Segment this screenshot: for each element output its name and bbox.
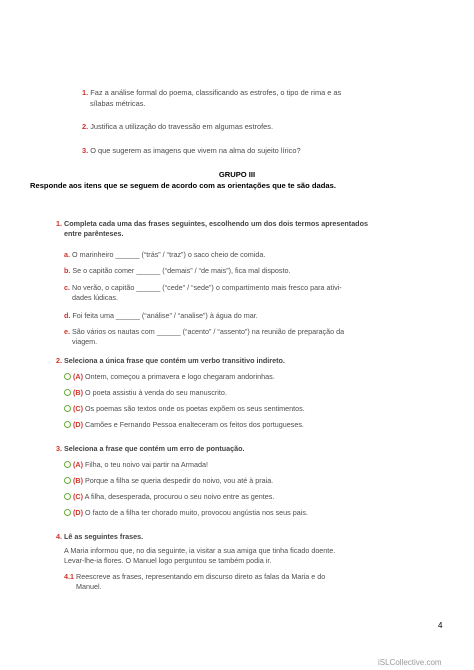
- radio-button[interactable]: [64, 373, 71, 380]
- question-1: [56, 219, 368, 239]
- group-title: GRUPO III: [218, 170, 256, 179]
- question-number: 1.: [82, 88, 89, 97]
- passage-line: Levar-lhe-ia flores. O Manuel logo perguntou se também podia ir.: [64, 556, 272, 565]
- question-number: 2.: [56, 356, 62, 365]
- item-text: O marinheiro ______ (“trás” / “traz”) o saco cheio de comida.: [72, 250, 266, 259]
- watermark-logo: iSLCollective.com: [378, 658, 442, 667]
- top-question-3: [82, 146, 301, 157]
- question-text-cont: sílabas métricas.: [90, 98, 146, 108]
- radio-button[interactable]: [64, 461, 71, 468]
- q2-option-a[interactable]: [64, 372, 275, 382]
- question-text: O que sugerem as imagens que vivem na alma do sujeito lírico?: [90, 146, 301, 155]
- q2-option-c[interactable]: [64, 404, 305, 414]
- item-text-cont: viagem.: [72, 337, 98, 346]
- q4-passage: [64, 546, 335, 566]
- question-text: Reescreve as frases, representando em discurso direto as falas da Maria e do: [76, 572, 326, 581]
- option-text: O poeta assistiu à venda do seu manuscrito.: [84, 388, 227, 397]
- question-text: Lê as seguintes frases.: [64, 532, 144, 541]
- item-letter: c.: [64, 283, 70, 292]
- group-instruction: Responde aos itens que se seguem de acordo com as orientações que te são dadas.: [30, 181, 336, 190]
- page-number: 4: [438, 621, 443, 630]
- option-label: (C): [73, 404, 83, 413]
- item-text: Se o capitão comer ______ (“demais” / “de mais”), fica mal disposto.: [72, 266, 291, 275]
- radio-button[interactable]: [64, 421, 71, 428]
- radio-button[interactable]: [64, 509, 71, 516]
- top-question-2: [82, 122, 273, 133]
- q1-item-d: [64, 311, 258, 321]
- option-label: (B): [73, 388, 83, 397]
- option-label: (A): [73, 372, 83, 381]
- question-text-cont: Manuel.: [76, 582, 102, 591]
- option-text: A filha, desesperada, procurou o seu noivo entre as gentes.: [84, 492, 275, 501]
- question-number: 4.1: [64, 572, 74, 581]
- question-number: 4.: [56, 532, 62, 541]
- option-text: Porque a filha se queria despedir do noivo, vou até à praia.: [84, 476, 274, 485]
- q3-option-b[interactable]: [64, 476, 273, 486]
- option-label: (D): [73, 420, 83, 429]
- option-text: Camões e Fernando Pessoa enalteceram os feitos dos portugueses.: [84, 420, 304, 429]
- question-number: 3.: [82, 146, 89, 155]
- q1-item-e: [64, 327, 344, 347]
- question-number: 2.: [82, 122, 89, 131]
- top-question-1: [82, 88, 341, 109]
- radio-button[interactable]: [64, 493, 71, 500]
- option-text: Ontem, começou a primavera e logo chegaram andorinhas.: [84, 372, 275, 381]
- option-label: (D): [73, 508, 83, 517]
- option-label: (A): [73, 460, 83, 469]
- q1-item-b: [64, 266, 291, 276]
- question-text: Seleciona a única frase que contém um verbo transitivo indireto.: [64, 356, 285, 365]
- radio-button[interactable]: [64, 405, 71, 412]
- item-letter: b.: [64, 266, 71, 275]
- question-text: Seleciona a frase que contém um erro de pontuação.: [64, 444, 245, 453]
- option-text: O facto de a filha ter chorado muito, provocou angústia nos seus pais.: [84, 508, 308, 517]
- q3-option-a[interactable]: [64, 460, 208, 470]
- question-4: [56, 532, 143, 542]
- option-label: (B): [73, 476, 83, 485]
- item-letter: e.: [64, 327, 70, 336]
- radio-button[interactable]: [64, 389, 71, 396]
- item-text: Foi feita uma ______ (“análise” / “analise”) à água do mar.: [72, 311, 258, 320]
- item-text: São vários os nautas com ______ (“acento” / “assento”) na reunião de preparação da: [72, 327, 345, 336]
- question-2: [56, 356, 285, 366]
- item-text-cont: dades lúdicas.: [72, 293, 118, 302]
- question-number: 1.: [56, 219, 62, 228]
- q1-item-a: [64, 250, 265, 260]
- question-number: 3.: [56, 444, 62, 453]
- passage-line: A Maria informou que, no dia seguinte, ia visitar a sua amiga que tinha ficado doente.: [64, 546, 336, 555]
- radio-button[interactable]: [64, 477, 71, 484]
- item-letter: d.: [64, 311, 71, 320]
- q1-item-c: [64, 283, 342, 303]
- question-text: Completa cada uma das frases seguintes, escolhendo um dos dois termos apresentados: [64, 219, 368, 228]
- q2-option-b[interactable]: [64, 388, 227, 398]
- option-text: Filha, o teu noivo vai partir na Armada!: [84, 460, 209, 469]
- option-label: (C): [73, 492, 83, 501]
- question-text: Justifica a utilização do travessão em algumas estrofes.: [90, 122, 274, 131]
- question-3: [56, 444, 245, 454]
- item-text: No verão, o capitão ______ (“cede” / “sede”) o compartimento mais fresco para ativi-: [72, 283, 342, 292]
- q3-option-d[interactable]: [64, 508, 308, 518]
- question-4-1: [64, 572, 325, 592]
- option-text: Os poemas são textos onde os poetas expõem os seus sentimentos.: [84, 404, 305, 413]
- item-letter: a.: [64, 250, 70, 259]
- q2-option-d[interactable]: [64, 420, 304, 430]
- question-text: Faz a análise formal do poema, classificando as estrofes, o tipo de rima e as: [90, 88, 342, 97]
- q3-option-c[interactable]: [64, 492, 274, 502]
- question-text-cont: entre parênteses.: [64, 229, 124, 238]
